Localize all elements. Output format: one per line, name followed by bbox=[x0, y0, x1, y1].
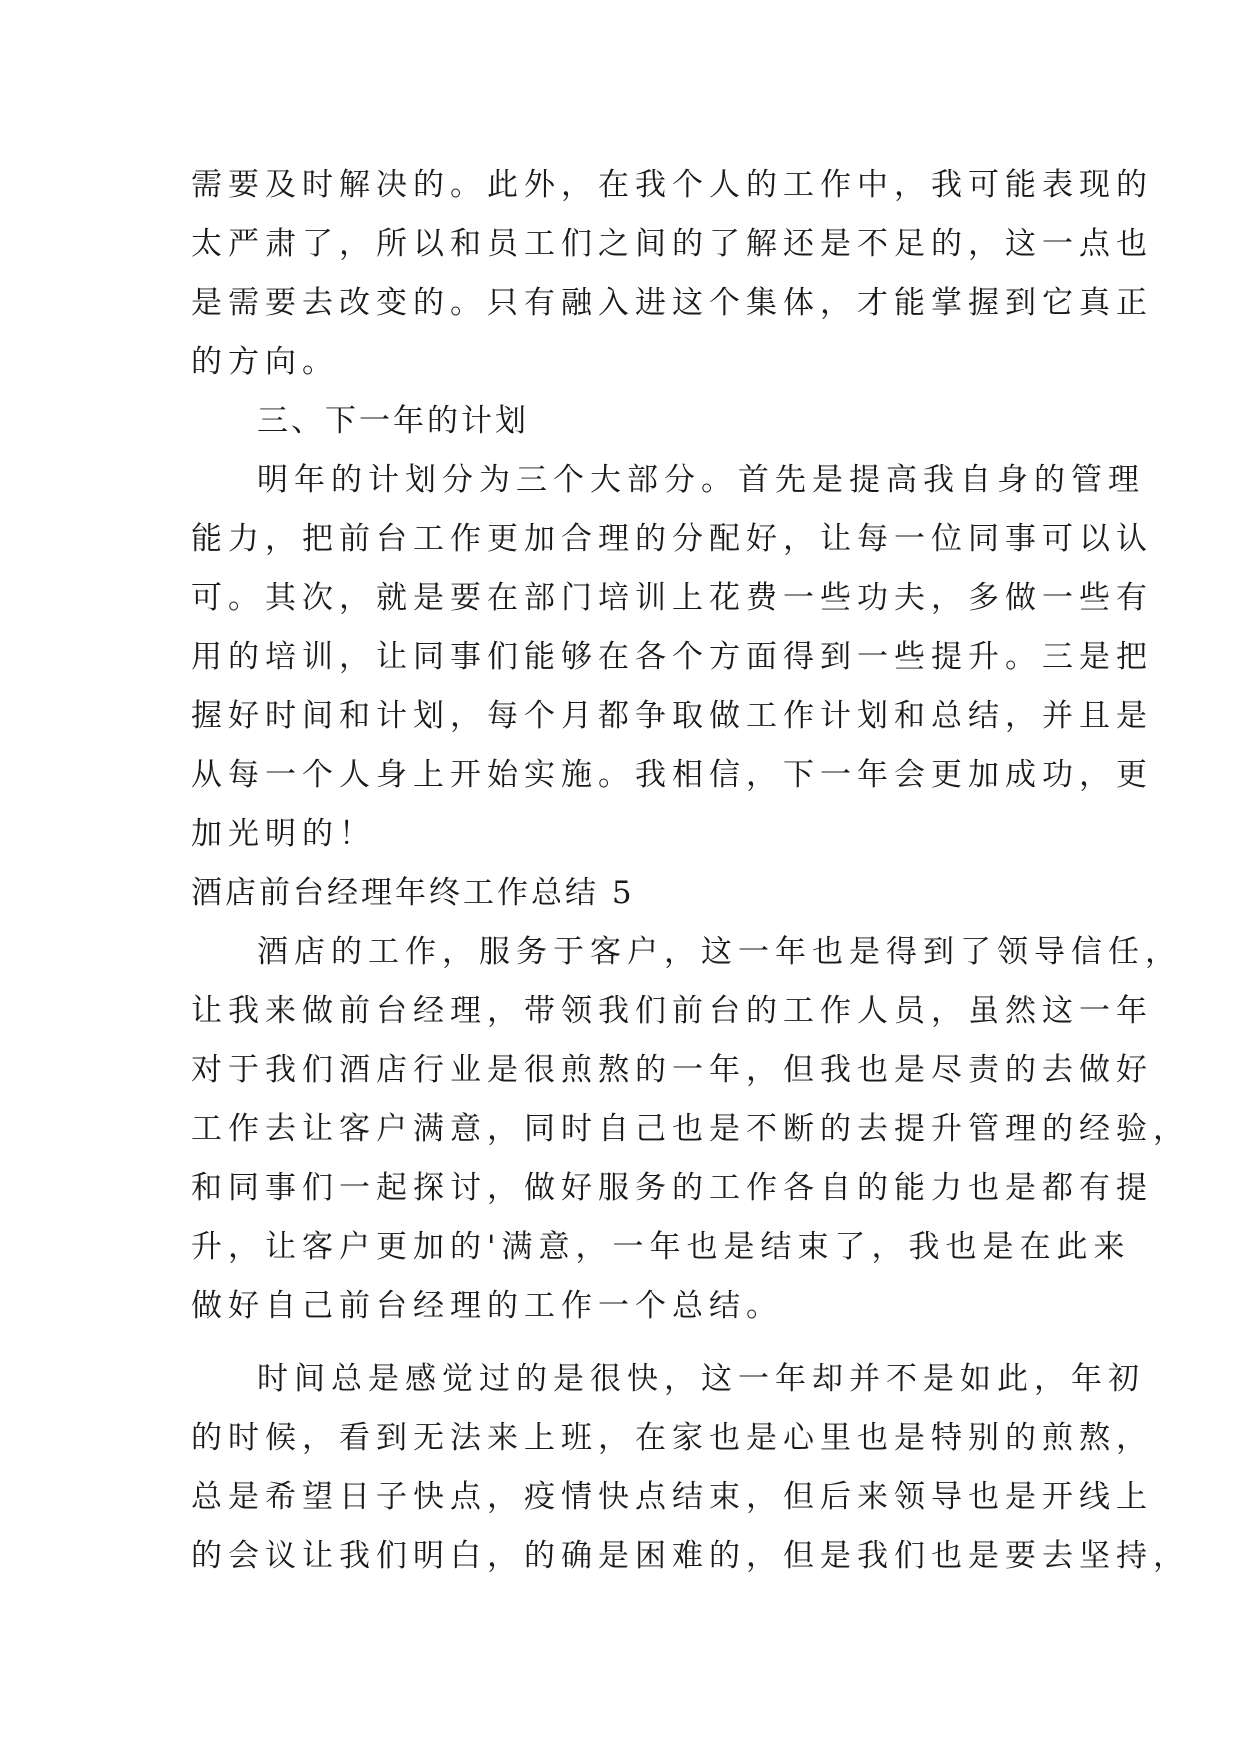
text-line: 可。其次，就是要在部门培训上花费一些功夫，多做一些有 bbox=[191, 580, 1153, 616]
text-line: 工作去让客户满意，同时自己也是不断的去提升管理的经验， bbox=[191, 1111, 1190, 1147]
text-line: 的会议让我们明白，的确是困难的，但是我们也是要去坚持， bbox=[191, 1538, 1190, 1574]
text-line: 做好自己前台经理的工作一个总结。 bbox=[191, 1288, 783, 1324]
paragraph-spacing bbox=[191, 1336, 1056, 1350]
text-line: 能力，把前台工作更加合理的分配好，让每一位同事可以认 bbox=[191, 521, 1153, 557]
article-title: 酒店前台经理年终工作总结 5 bbox=[191, 875, 635, 911]
text-line: 升，让客户更加的'满意，一年也是结束了，我也是在此来 bbox=[191, 1229, 1131, 1265]
text-line: 明年的计划分为三个大部分。首先是提高我自身的管理 bbox=[257, 462, 1145, 498]
text-line: 加光明的！ bbox=[191, 816, 376, 852]
text-line: 对于我们酒店行业是很煎熬的一年，但我也是尽责的去做好 bbox=[191, 1052, 1153, 1088]
text-line: 太严肃了，所以和员工们之间的了解还是不足的，这一点也 bbox=[191, 226, 1153, 262]
text-line: 从每一个人身上开始实施。我相信，下一年会更加成功，更 bbox=[191, 757, 1153, 793]
text-line: 用的培训，让同事们能够在各个方面得到一些提升。三是把 bbox=[191, 639, 1153, 675]
text-line: 酒店的工作，服务于客户，这一年也是得到了领导信任， bbox=[257, 934, 1182, 970]
text-line: 的方向。 bbox=[191, 344, 339, 380]
text-line: 让我来做前台经理，带领我们前台的工作人员，虽然这一年 bbox=[191, 993, 1153, 1029]
paragraph-intro bbox=[191, 923, 1190, 1336]
text-line: 需要及时解决的。此外，在我个人的工作中，我可能表现的 bbox=[191, 167, 1153, 203]
paragraph-plan bbox=[191, 451, 1153, 864]
text-line: 和同事们一起探讨，做好服务的工作各自的能力也是都有提 bbox=[191, 1170, 1153, 1206]
text-line: 握好时间和计划，每个月都争取做工作计划和总结，并且是 bbox=[191, 698, 1153, 734]
text-line: 时间总是感觉过的是很快，这一年却并不是如此，年初 bbox=[257, 1361, 1145, 1397]
section-heading: 三、下一年的计划 bbox=[257, 403, 529, 439]
paragraph-continued bbox=[191, 156, 1153, 392]
document-page bbox=[191, 156, 1190, 1586]
text-line: 总是希望日子快点，疫情快点结束，但后来领导也是开线上 bbox=[191, 1479, 1153, 1515]
paragraph-time bbox=[191, 1350, 1190, 1586]
text-line: 的时候，看到无法来上班，在家也是心里也是特别的煎熬， bbox=[191, 1420, 1153, 1456]
text-line: 是需要去改变的。只有融入进这个集体，才能掌握到它真正 bbox=[191, 285, 1153, 321]
